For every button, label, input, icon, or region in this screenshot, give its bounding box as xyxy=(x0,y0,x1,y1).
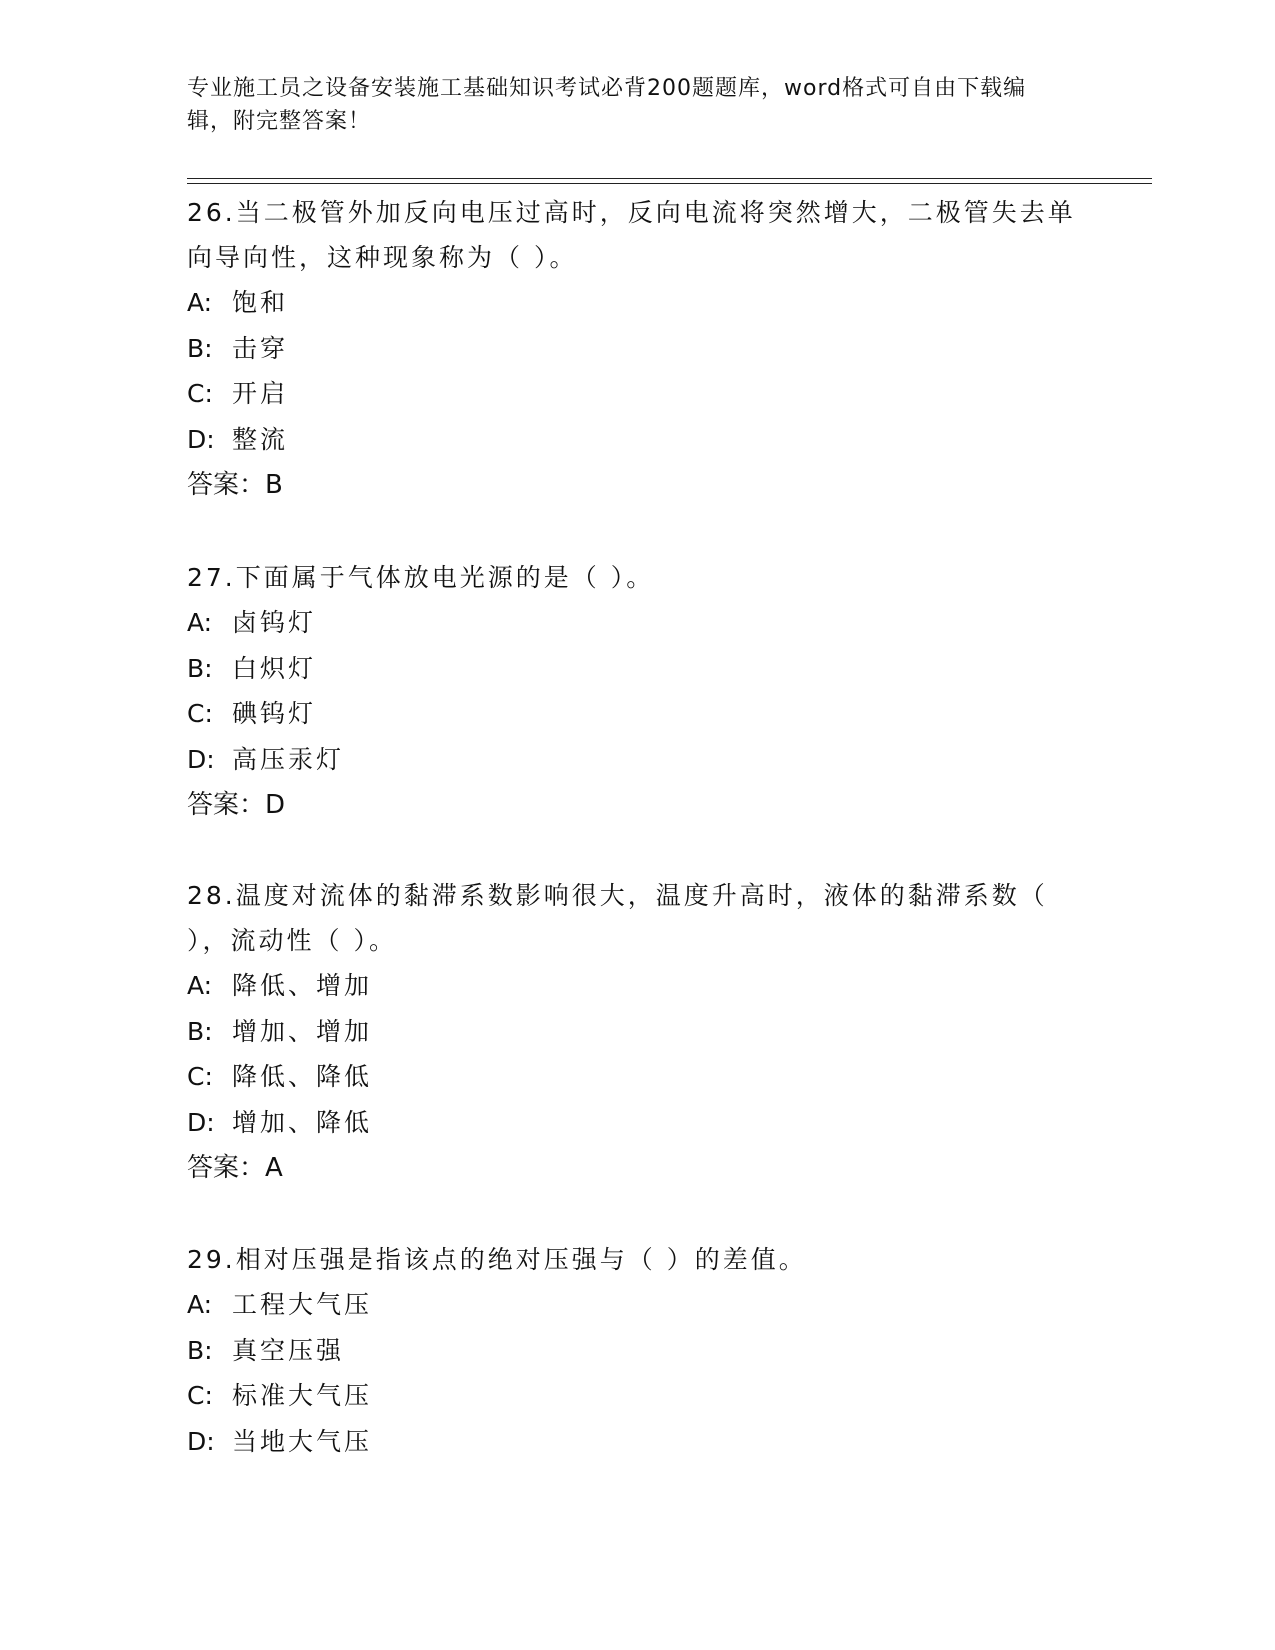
option-letter: D: xyxy=(187,744,215,774)
question-stem: 29.相对压强是指该点的绝对压强与（ ）的差值。 xyxy=(187,1245,807,1274)
option-letter: D: xyxy=(187,424,215,454)
option-letter: B: xyxy=(187,1335,213,1365)
option-text: 工程大气压 xyxy=(232,1290,373,1319)
option-a xyxy=(187,963,1087,1009)
option-text: 降低、降低 xyxy=(232,1062,373,1091)
option-letter: C: xyxy=(187,379,213,408)
answer-line: 答案：A xyxy=(187,1153,283,1183)
question-stem: 26.当二极管外加反向电压过高时，反向电流将突然增大，二极管失去单向导向性，这种现象称为（ ）。 xyxy=(187,198,1076,272)
option-letter: B: xyxy=(187,653,213,683)
answer-line: 答案：D xyxy=(187,790,286,820)
option-c xyxy=(187,691,1087,737)
option-b xyxy=(187,1328,1087,1374)
option-letter: A: xyxy=(187,1290,213,1319)
option-a xyxy=(187,600,1087,646)
option-c xyxy=(187,1373,1087,1419)
option-text: 增加、降低 xyxy=(232,1107,373,1137)
option-c xyxy=(187,371,1087,417)
option-d xyxy=(187,1419,1087,1465)
question-27 xyxy=(187,555,1087,828)
option-text: 整流 xyxy=(232,424,289,454)
option-text: 卤钨灯 xyxy=(232,608,317,637)
question-stem: 27.下面属于气体放电光源的是（ ）。 xyxy=(187,563,655,592)
header-divider-top xyxy=(187,178,1152,179)
option-a xyxy=(187,1282,1087,1328)
option-letter: B: xyxy=(187,1016,213,1046)
option-letter: A: xyxy=(187,608,213,637)
option-text: 标准大气压 xyxy=(232,1381,373,1410)
option-b xyxy=(187,646,1087,692)
question-26 xyxy=(187,190,1087,508)
option-text: 白炽灯 xyxy=(232,653,317,683)
option-letter: C: xyxy=(187,1062,213,1091)
option-text: 开启 xyxy=(232,379,289,408)
option-letter: C: xyxy=(187,1381,213,1410)
document-header: 专业施工员之设备安装施工基础知识考试必背200题题库，word格式可自由下载编辑，附完整答案！ xyxy=(187,76,1027,134)
option-text: 碘钨灯 xyxy=(232,699,317,728)
question-28 xyxy=(187,873,1087,1191)
option-d xyxy=(187,417,1087,463)
option-d xyxy=(187,1100,1087,1146)
option-letter: D: xyxy=(187,1426,215,1456)
option-text: 真空压强 xyxy=(232,1335,345,1365)
option-text: 击穿 xyxy=(232,333,289,363)
option-letter: A: xyxy=(187,288,213,317)
option-letter: C: xyxy=(187,699,213,728)
option-letter: A: xyxy=(187,971,213,1000)
option-b xyxy=(187,1009,1087,1055)
option-letter: D: xyxy=(187,1107,215,1137)
option-text: 增加、增加 xyxy=(232,1016,373,1046)
option-a xyxy=(187,280,1087,326)
answer-line: 答案：B xyxy=(187,470,283,500)
option-text: 饱和 xyxy=(232,288,289,317)
option-letter: B: xyxy=(187,333,213,363)
option-text: 降低、增加 xyxy=(232,971,373,1000)
option-b xyxy=(187,326,1087,372)
option-d xyxy=(187,737,1087,783)
question-29 xyxy=(187,1237,1087,1464)
question-stem: 28.温度对流体的黏滞系数影响很大，温度升高时，液体的黏滞系数（ ），流动性（ ）。 xyxy=(187,881,1048,955)
header-divider-bottom xyxy=(187,183,1152,184)
option-text: 高压汞灯 xyxy=(232,744,345,774)
option-text: 当地大气压 xyxy=(232,1426,373,1456)
option-c xyxy=(187,1054,1087,1100)
